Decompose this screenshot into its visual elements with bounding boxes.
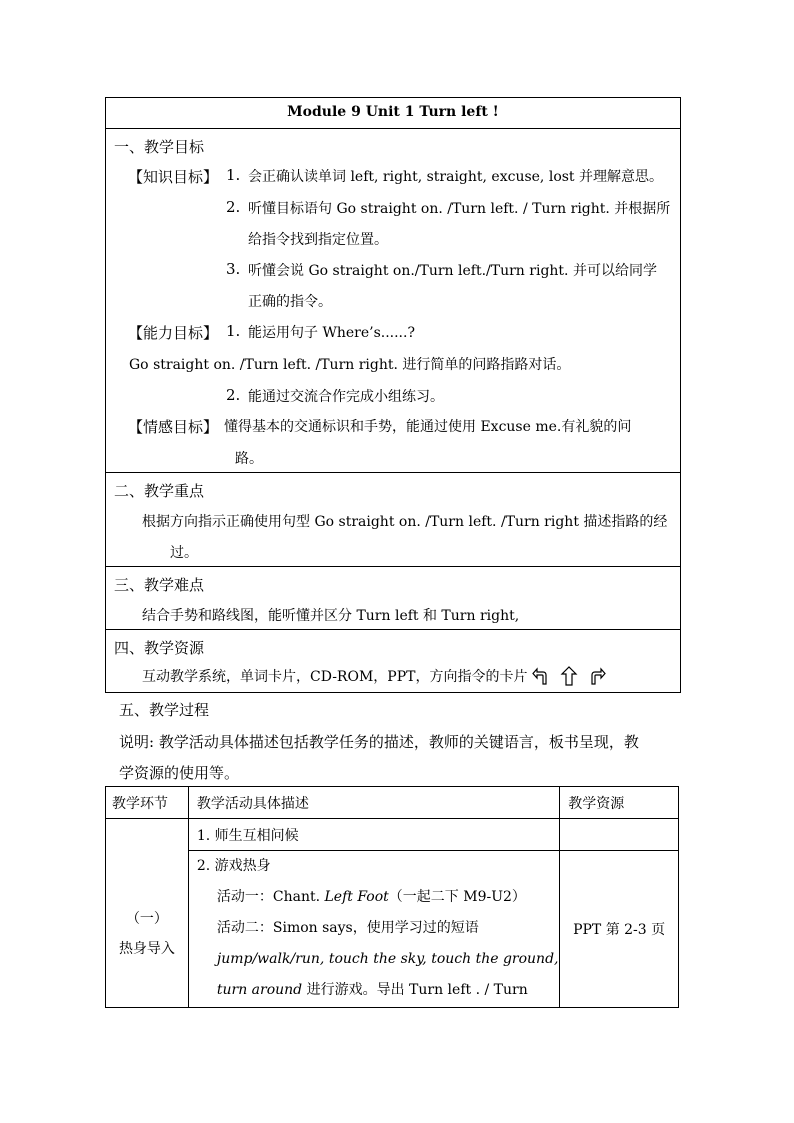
knowledge-goal-2-line2: 给指令找到指定位置。 [248,232,388,248]
ability-goal-label: 【能力目标】 [128,324,219,342]
emotion-goal-line1: 懂得基本的交通标识和手势，能通过使用 Excuse me.有礼貌的问 [224,419,632,435]
resource-empty [560,819,679,851]
knowledge-goal-3-line1: 听懂会说 Go straight on./Turn left./Turn right. 并可以给同学 [248,263,657,279]
ability-goal-1-line2: Go straight on. /Turn left. /Turn right. 进行简单的问路指路对话。 [129,357,571,373]
section4-resources-text: 互动教学系统，单词卡片，CD-ROM，PPT，方向指令的卡片 [142,669,528,685]
activity-greeting: 1. 师生互相问候 [188,819,559,851]
section4-line1 [142,666,607,686]
divider-section3 [105,566,681,567]
header-activity: 教学活动具体描述 [188,787,559,819]
document-title: Module 9 Unit 1 Turn left ! [287,104,499,120]
activity-two-last: turn around 进行游戏。导出 Turn left . / Turn [216,982,528,998]
knowledge-goal-2-number: 2. [226,198,241,216]
knowledge-goal-1: 会正确认读单词 left, right, straight, excuse, lost 并理解意思。 [248,169,664,185]
divider-section2 [105,472,681,473]
section5-note-line1: 说明: 教学活动具体描述包括教学任务的描述，教师的关键语言，板书呈现，教 [119,733,639,751]
ability-goal-2-number: 2. [226,386,241,404]
direction-icons [531,666,607,686]
section2-heading: 二、教学重点 [114,482,205,500]
phase-cell [106,819,189,1008]
resource-ppt: PPT 第 2-3 页 [560,851,679,1008]
turn-right-arrow-icon [587,666,607,686]
section5-note-line2: 学资源的使用等。 [119,764,240,782]
ability-goal-2: 能通过交流合作完成小组练习。 [248,389,444,405]
warmup-title: 2. 游戏热身 [196,858,271,874]
activity-warmup [188,851,559,1008]
section2-line1: 根据方向指示正确使用句型 Go straight on. /Turn left. /Turn right 描述指路的经 [142,514,668,530]
knowledge-goal-3-line2: 正确的指令。 [248,294,332,310]
process-table [105,786,679,1008]
activity-two: 活动二：Simon says，使用学习过的短语 [216,920,479,936]
section4-heading: 四、教学资源 [114,639,205,657]
phase-name: 热身导入 [118,941,175,957]
section3-heading: 三、教学难点 [114,576,205,594]
knowledge-goal-2-line1: 听懂目标语句 Go straight on. /Turn left. / Turn right. 并根据所 [248,201,671,217]
turn-left-arrow-icon [531,666,551,686]
phase-number: （一） [125,911,168,927]
activity-one: 活动一：Chant. Left Foot（一起二下 M9-U2） [216,889,526,905]
divider-title [105,128,681,129]
activity-two-phrases: jump/walk/run, touch the sky, touch the ground, [216,951,559,967]
emotion-goal-label: 【情感目标】 [128,418,219,436]
knowledge-goal-1-number: 1. [226,166,241,184]
knowledge-goal-3-number: 3. [226,260,241,278]
section2-line2: 过。 [170,545,198,561]
divider-section4 [105,629,681,630]
section3-line1: 结合手势和路线图，能听懂并区分 Turn left 和 Turn right, [142,608,520,624]
ability-goal-1-number: 1. [226,322,241,340]
knowledge-goal-label: 【知识目标】 [128,168,219,186]
header-resource: 教学资源 [560,787,679,819]
section1-heading: 一、教学目标 [114,138,205,156]
section5-heading: 五、教学过程 [119,701,210,719]
straight-arrow-icon [559,666,579,686]
header-phase: 教学环节 [106,787,189,819]
ability-goal-1: 能运用句子 Where’s......? [248,325,415,341]
emotion-goal-line2: 路。 [235,451,263,467]
